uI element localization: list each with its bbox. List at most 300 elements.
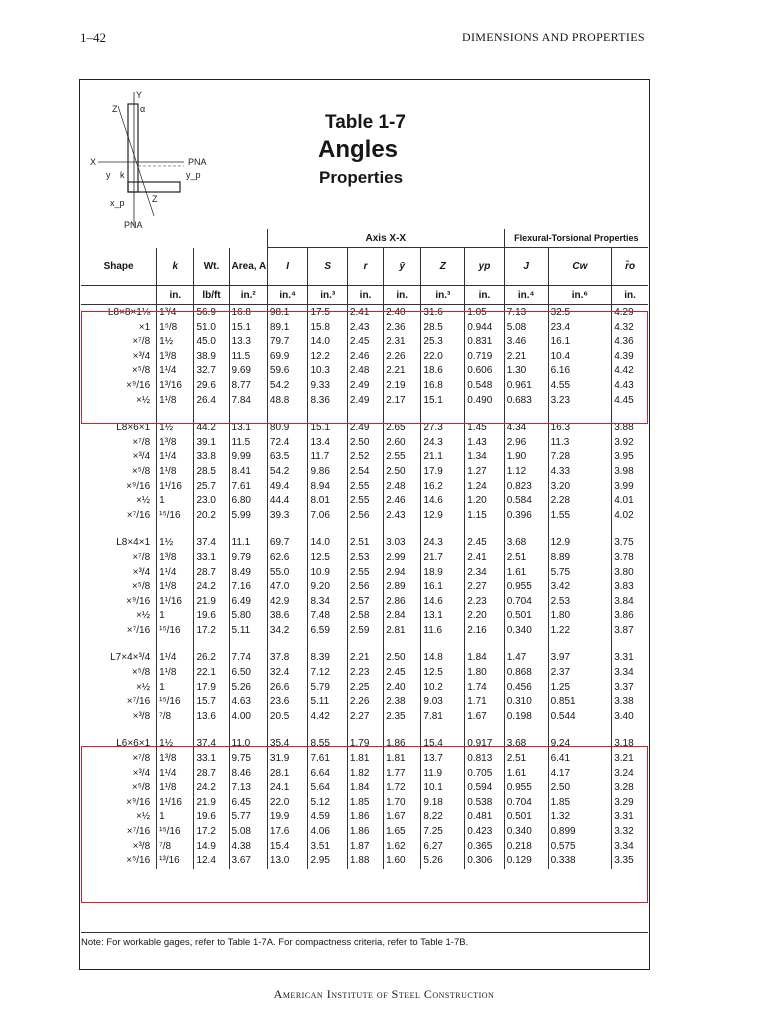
- value-cell: ¹⁵/16: [157, 695, 194, 710]
- value-cell: 1: [157, 681, 194, 696]
- value-cell: 3.38: [612, 695, 648, 710]
- value-cell: 3.21: [612, 752, 648, 767]
- value-cell: 8.55: [308, 736, 347, 752]
- spacer-cell: [465, 638, 504, 650]
- value-cell: 2.49: [347, 420, 383, 436]
- value-cell: 2.27: [465, 580, 504, 595]
- value-cell: 22.0: [421, 350, 465, 365]
- shape-cell: ×³/4: [132, 350, 151, 362]
- value-cell: 1.71: [465, 695, 504, 710]
- value-cell: 98.1: [267, 305, 308, 321]
- value-cell: 1.32: [548, 810, 612, 825]
- value-cell: 54.2: [267, 379, 308, 394]
- value-cell: 2.36: [384, 321, 421, 336]
- shape-cell: ×⁷/16: [126, 624, 151, 636]
- value-cell: 47.0: [267, 580, 308, 595]
- spacer-cell: [229, 724, 267, 736]
- shape-cell: L8×8×1⅛: [107, 307, 151, 318]
- value-cell: 32.7: [194, 364, 229, 379]
- unit-cell-2: lb/ft: [194, 286, 229, 305]
- value-cell: 0.961: [504, 379, 548, 394]
- value-cell: 2.55: [347, 494, 383, 509]
- spacer-cell: [384, 638, 421, 650]
- value-cell: 21.9: [194, 796, 229, 811]
- shape-cell: ×³/4: [132, 451, 151, 463]
- value-cell: 14.9: [194, 840, 229, 855]
- value-cell: 1.72: [384, 781, 421, 796]
- value-cell: 1.90: [504, 450, 548, 465]
- value-cell: 2.96: [504, 436, 548, 451]
- table-subtitle: Properties: [319, 168, 404, 187]
- shape-cell: ×³/8: [132, 840, 151, 852]
- value-cell: 2.48: [384, 480, 421, 495]
- shape-cell: ×⁷/8: [132, 436, 151, 448]
- value-cell: 72.4: [267, 436, 308, 451]
- value-cell: 12.5: [308, 551, 347, 566]
- value-cell: 15.1: [229, 321, 267, 336]
- value-cell: 38.9: [194, 350, 229, 365]
- value-cell: 11.9: [421, 767, 465, 782]
- value-cell: 14.6: [421, 494, 465, 509]
- value-cell: ¹⁵/16: [157, 509, 194, 524]
- value-cell: 7.81: [421, 710, 465, 725]
- value-cell: 13.1: [421, 609, 465, 624]
- value-cell: 18.6: [421, 364, 465, 379]
- value-cell: 3.40: [612, 710, 648, 725]
- value-cell: 2.31: [384, 335, 421, 350]
- value-cell: 51.0: [194, 321, 229, 336]
- value-cell: 1³/4: [157, 305, 194, 321]
- shape-cell: ×⁹/16: [126, 595, 151, 607]
- value-cell: 4.29: [612, 305, 648, 321]
- angle-section-diagram: [88, 86, 248, 236]
- value-cell: 22.1: [194, 666, 229, 681]
- value-cell: 1½: [157, 420, 194, 436]
- value-cell: 2.23: [347, 666, 383, 681]
- figure-label-xp: x_p: [110, 198, 125, 208]
- value-cell: 13.1: [229, 420, 267, 436]
- value-cell: 1½: [157, 535, 194, 551]
- value-cell: 9.18: [421, 796, 465, 811]
- value-cell: 0.490: [465, 394, 504, 409]
- spacer-cell: [421, 724, 465, 736]
- value-cell: 2.99: [384, 551, 421, 566]
- value-cell: 2.43: [347, 321, 383, 336]
- shape-cell: L8×6×1: [116, 422, 151, 434]
- value-cell: 42.9: [267, 595, 308, 610]
- value-cell: 1³/8: [157, 350, 194, 365]
- value-cell: 2.81: [384, 624, 421, 639]
- value-cell: 2.28: [548, 494, 612, 509]
- value-cell: 4.00: [229, 710, 267, 725]
- value-cell: 9.03: [421, 695, 465, 710]
- table-row: [81, 436, 648, 451]
- value-cell: 13.0: [267, 854, 308, 869]
- value-cell: 0.423: [465, 825, 504, 840]
- value-cell: 3.31: [612, 650, 648, 666]
- value-cell: 10.1: [421, 781, 465, 796]
- value-cell: 4.06: [308, 825, 347, 840]
- value-cell: 0.719: [465, 350, 504, 365]
- value-cell: 44.4: [267, 494, 308, 509]
- value-cell: 7.61: [308, 752, 347, 767]
- spacer-cell: [465, 523, 504, 535]
- value-cell: 1.65: [384, 825, 421, 840]
- value-cell: 1.24: [465, 480, 504, 495]
- value-cell: 19.6: [194, 810, 229, 825]
- value-cell: 6.49: [229, 595, 267, 610]
- value-cell: 15.8: [308, 321, 347, 336]
- value-cell: 24.1: [267, 781, 308, 796]
- value-cell: 2.94: [384, 566, 421, 581]
- value-cell: 8.01: [308, 494, 347, 509]
- value-cell: 8.46: [229, 767, 267, 782]
- value-cell: 2.17: [384, 394, 421, 409]
- value-cell: 0.365: [465, 840, 504, 855]
- value-cell: 1½: [157, 335, 194, 350]
- value-cell: 6.27: [421, 840, 465, 855]
- value-cell: 1.34: [465, 450, 504, 465]
- figure-label-pna-bottom: PNA: [124, 220, 143, 230]
- value-cell: 2.45: [347, 335, 383, 350]
- value-cell: 2.43: [384, 509, 421, 524]
- value-cell: 24.2: [194, 781, 229, 796]
- value-cell: 39.3: [267, 509, 308, 524]
- spacer-cell: [229, 638, 267, 650]
- value-cell: 2.56: [347, 509, 383, 524]
- value-cell: 6.59: [308, 624, 347, 639]
- value-cell: 2.50: [384, 650, 421, 666]
- value-cell: 18.9: [421, 566, 465, 581]
- value-cell: 3.18: [612, 736, 648, 752]
- table-row: [81, 494, 648, 509]
- unit-cell-4: in.⁴: [267, 286, 308, 305]
- value-cell: 48.8: [267, 394, 308, 409]
- value-cell: 1.45: [465, 420, 504, 436]
- value-cell: 1.80: [465, 666, 504, 681]
- table-row: [81, 710, 648, 725]
- value-cell: 20.5: [267, 710, 308, 725]
- value-cell: 56.9: [194, 305, 229, 321]
- value-cell: 2.38: [384, 695, 421, 710]
- value-cell: 1¹/8: [157, 394, 194, 409]
- shape-cell: ×⁵/16: [126, 855, 151, 867]
- shape-cell: ×⁵/8: [131, 465, 151, 477]
- shape-cell: ×½: [135, 681, 151, 693]
- value-cell: 8.36: [308, 394, 347, 409]
- spacer-cell: [194, 638, 229, 650]
- value-cell: 1¹/4: [157, 650, 194, 666]
- value-cell: 4.59: [308, 810, 347, 825]
- value-cell: 1.88: [347, 854, 383, 869]
- value-cell: 1.61: [504, 767, 548, 782]
- value-cell: 15.4: [267, 840, 308, 855]
- value-cell: 23.4: [548, 321, 612, 336]
- figure-label-pna-right: PNA: [188, 157, 207, 167]
- value-cell: 1.22: [548, 624, 612, 639]
- table-row: [81, 535, 648, 551]
- group-spacer: [81, 724, 648, 736]
- table-row: [81, 580, 648, 595]
- value-cell: 4.33: [548, 465, 612, 480]
- value-cell: 8.39: [308, 650, 347, 666]
- value-cell: 0.851: [548, 695, 612, 710]
- value-cell: 2.50: [548, 781, 612, 796]
- shape-cell: ×⁹/16: [126, 796, 151, 808]
- unit-cell-1: in.: [157, 286, 194, 305]
- value-cell: 2.16: [465, 624, 504, 639]
- value-cell: 9.20: [308, 580, 347, 595]
- value-cell: 5.80: [229, 609, 267, 624]
- value-cell: 0.548: [465, 379, 504, 394]
- value-cell: 6.16: [548, 364, 612, 379]
- value-cell: 3.23: [548, 394, 612, 409]
- value-cell: 11.0: [229, 736, 267, 752]
- value-cell: 2.50: [384, 465, 421, 480]
- value-cell: 5.11: [229, 624, 267, 639]
- value-cell: 27.3: [421, 420, 465, 436]
- value-cell: 2.46: [384, 494, 421, 509]
- value-cell: 2.34: [465, 566, 504, 581]
- value-cell: 2.51: [504, 551, 548, 566]
- value-cell: 26.6: [267, 681, 308, 696]
- value-cell: 3.83: [612, 580, 648, 595]
- value-cell: 0.501: [504, 609, 548, 624]
- value-cell: 8.94: [308, 480, 347, 495]
- value-cell: 7.48: [308, 609, 347, 624]
- column-header-8: Z: [421, 248, 465, 286]
- value-cell: 0.306: [465, 854, 504, 869]
- value-cell: 10.2: [421, 681, 465, 696]
- figure-label-k: k: [120, 170, 125, 180]
- value-cell: 11.3: [548, 436, 612, 451]
- value-cell: 5.11: [308, 695, 347, 710]
- value-cell: 3.42: [548, 580, 612, 595]
- value-cell: 3.67: [229, 854, 267, 869]
- value-cell: 21.9: [194, 595, 229, 610]
- value-cell: 1.85: [548, 796, 612, 811]
- spacer-cell: [267, 638, 308, 650]
- column-header-11: Cw: [548, 248, 612, 286]
- value-cell: 13.7: [421, 752, 465, 767]
- value-cell: 7.25: [421, 825, 465, 840]
- value-cell: 3.87: [612, 624, 648, 639]
- value-cell: 24.2: [194, 580, 229, 595]
- value-cell: 2.21: [347, 650, 383, 666]
- table-row: [81, 450, 648, 465]
- value-cell: 11.5: [229, 436, 267, 451]
- value-cell: 0.831: [465, 335, 504, 350]
- value-cell: 9.79: [229, 551, 267, 566]
- value-cell: 3.29: [612, 796, 648, 811]
- table-name: Angles: [318, 136, 399, 163]
- spacer-cell: [308, 638, 347, 650]
- value-cell: 21.7: [421, 551, 465, 566]
- value-cell: 2.58: [347, 609, 383, 624]
- value-cell: 1.82: [347, 767, 383, 782]
- value-cell: 1.55: [548, 509, 612, 524]
- shape-cell: ×⁷/8: [132, 551, 151, 563]
- value-cell: 5.26: [229, 681, 267, 696]
- table-row: [81, 624, 648, 639]
- table-row: [81, 465, 648, 480]
- value-cell: 2.51: [504, 752, 548, 767]
- value-cell: 0.584: [504, 494, 548, 509]
- value-cell: 1.70: [384, 796, 421, 811]
- header-flexural-torsional: Flexural-Torsional Properties: [504, 229, 648, 248]
- value-cell: 17.6: [267, 825, 308, 840]
- value-cell: 2.21: [384, 364, 421, 379]
- value-cell: 0.683: [504, 394, 548, 409]
- value-cell: 1.67: [465, 710, 504, 725]
- value-cell: 7.74: [229, 650, 267, 666]
- spacer-cell: [194, 724, 229, 736]
- spacer-cell: [421, 638, 465, 650]
- value-cell: 1.74: [465, 681, 504, 696]
- figure-label-z-bottom: Z: [152, 194, 158, 204]
- value-cell: ¹³/16: [157, 854, 194, 869]
- spacer-cell: [465, 724, 504, 736]
- spacer-cell: [384, 724, 421, 736]
- value-cell: 2.89: [384, 580, 421, 595]
- value-cell: 1.25: [548, 681, 612, 696]
- value-cell: 2.35: [384, 710, 421, 725]
- column-header-4: I: [267, 248, 308, 286]
- unit-cell-6: in.: [347, 286, 383, 305]
- value-cell: 14.0: [308, 535, 347, 551]
- value-cell: ⁷/8: [157, 710, 194, 725]
- spacer-cell: [421, 523, 465, 535]
- value-cell: 15.1: [421, 394, 465, 409]
- value-cell: 1.84: [465, 650, 504, 666]
- value-cell: 0.955: [504, 781, 548, 796]
- value-cell: 1³/8: [157, 436, 194, 451]
- figure-label-y-bar: y: [106, 170, 111, 180]
- value-cell: 2.37: [548, 666, 612, 681]
- figure-label-y-axis: Y: [136, 90, 143, 100]
- value-cell: 28.5: [194, 465, 229, 480]
- spacer-cell: [548, 724, 612, 736]
- column-header-5: S: [308, 248, 347, 286]
- unit-cell-5: in.³: [308, 286, 347, 305]
- value-cell: 12.9: [421, 509, 465, 524]
- spacer-cell: [347, 724, 383, 736]
- value-cell: 12.2: [308, 350, 347, 365]
- value-cell: 17.5: [308, 305, 347, 321]
- column-header-12: r̄o: [612, 248, 648, 286]
- spacer-cell: [81, 638, 157, 650]
- value-cell: 1¹/8: [157, 781, 194, 796]
- figure-label-alpha: α: [140, 104, 146, 114]
- value-cell: 23.0: [194, 494, 229, 509]
- value-cell: 2.65: [384, 420, 421, 436]
- value-cell: 2.51: [347, 535, 383, 551]
- value-cell: 17.9: [194, 681, 229, 696]
- value-cell: 23.6: [267, 695, 308, 710]
- value-cell: 12.5: [421, 666, 465, 681]
- value-cell: 3.51: [308, 840, 347, 855]
- value-cell: 0.899: [548, 825, 612, 840]
- value-cell: 10.3: [308, 364, 347, 379]
- shape-cell: ×1: [138, 321, 151, 333]
- value-cell: 11.7: [308, 450, 347, 465]
- value-cell: 2.53: [548, 595, 612, 610]
- value-cell: 79.7: [267, 335, 308, 350]
- value-cell: 4.42: [612, 364, 648, 379]
- table-row: [81, 595, 648, 610]
- value-cell: 3.31: [612, 810, 648, 825]
- unit-cell-9: in.: [465, 286, 504, 305]
- value-cell: 24.3: [421, 535, 465, 551]
- value-cell: 2.40: [384, 305, 421, 321]
- value-cell: 1¹/8: [157, 666, 194, 681]
- value-cell: 2.55: [347, 566, 383, 581]
- value-cell: 32.4: [267, 666, 308, 681]
- value-cell: 9.99: [229, 450, 267, 465]
- value-cell: 32.5: [548, 305, 612, 321]
- unit-cell-7: in.: [384, 286, 421, 305]
- value-cell: 0.704: [504, 796, 548, 811]
- value-cell: 37.8: [267, 650, 308, 666]
- value-cell: 2.45: [465, 535, 504, 551]
- value-cell: 2.55: [384, 450, 421, 465]
- figure-label-z-top: Z: [112, 104, 118, 114]
- value-cell: 1.67: [384, 810, 421, 825]
- shape-cell: ×½: [135, 610, 151, 622]
- spacer-cell: [347, 638, 383, 650]
- value-cell: 4.42: [308, 710, 347, 725]
- value-cell: 0.340: [504, 825, 548, 840]
- value-cell: 5.79: [308, 681, 347, 696]
- value-cell: 13.6: [194, 710, 229, 725]
- value-cell: 28.5: [421, 321, 465, 336]
- value-cell: 21.1: [421, 450, 465, 465]
- spacer-cell: [267, 523, 308, 535]
- value-cell: 3.80: [612, 566, 648, 581]
- value-cell: 1.84: [347, 781, 383, 796]
- figure-label-x-axis: X: [90, 157, 97, 167]
- value-cell: 0.338: [548, 854, 612, 869]
- value-cell: 39.1: [194, 436, 229, 451]
- value-cell: 1¹/16: [157, 480, 194, 495]
- shape-cell: L7×4×³/4: [110, 652, 151, 664]
- table-note: Note: For workable gages, refer to Table 1-7A. For compactness criteria, refer to Table 1-7B.: [81, 932, 648, 948]
- value-cell: 1¹/8: [157, 580, 194, 595]
- value-cell: 2.27: [347, 710, 383, 725]
- column-header-10: J: [504, 248, 548, 286]
- value-cell: 35.4: [267, 736, 308, 752]
- value-cell: 26.4: [194, 394, 229, 409]
- value-cell: 0.705: [465, 767, 504, 782]
- value-cell: 1⁵/8: [157, 321, 194, 336]
- spacer-cell: [308, 724, 347, 736]
- value-cell: 29.6: [194, 379, 229, 394]
- shape-cell: ×⁷/8: [132, 336, 151, 348]
- value-cell: 2.40: [384, 681, 421, 696]
- value-cell: 1¹/4: [157, 767, 194, 782]
- value-cell: 7.61: [229, 480, 267, 495]
- value-cell: 62.6: [267, 551, 308, 566]
- value-cell: 1.62: [384, 840, 421, 855]
- shape-cell: ×³/4: [132, 566, 151, 578]
- value-cell: 89.1: [267, 321, 308, 336]
- value-cell: 26.2: [194, 650, 229, 666]
- value-cell: 7.84: [229, 394, 267, 409]
- value-cell: 1.43: [465, 436, 504, 451]
- value-cell: 0.868: [504, 666, 548, 681]
- value-cell: 7.12: [308, 666, 347, 681]
- value-cell: 37.4: [194, 736, 229, 752]
